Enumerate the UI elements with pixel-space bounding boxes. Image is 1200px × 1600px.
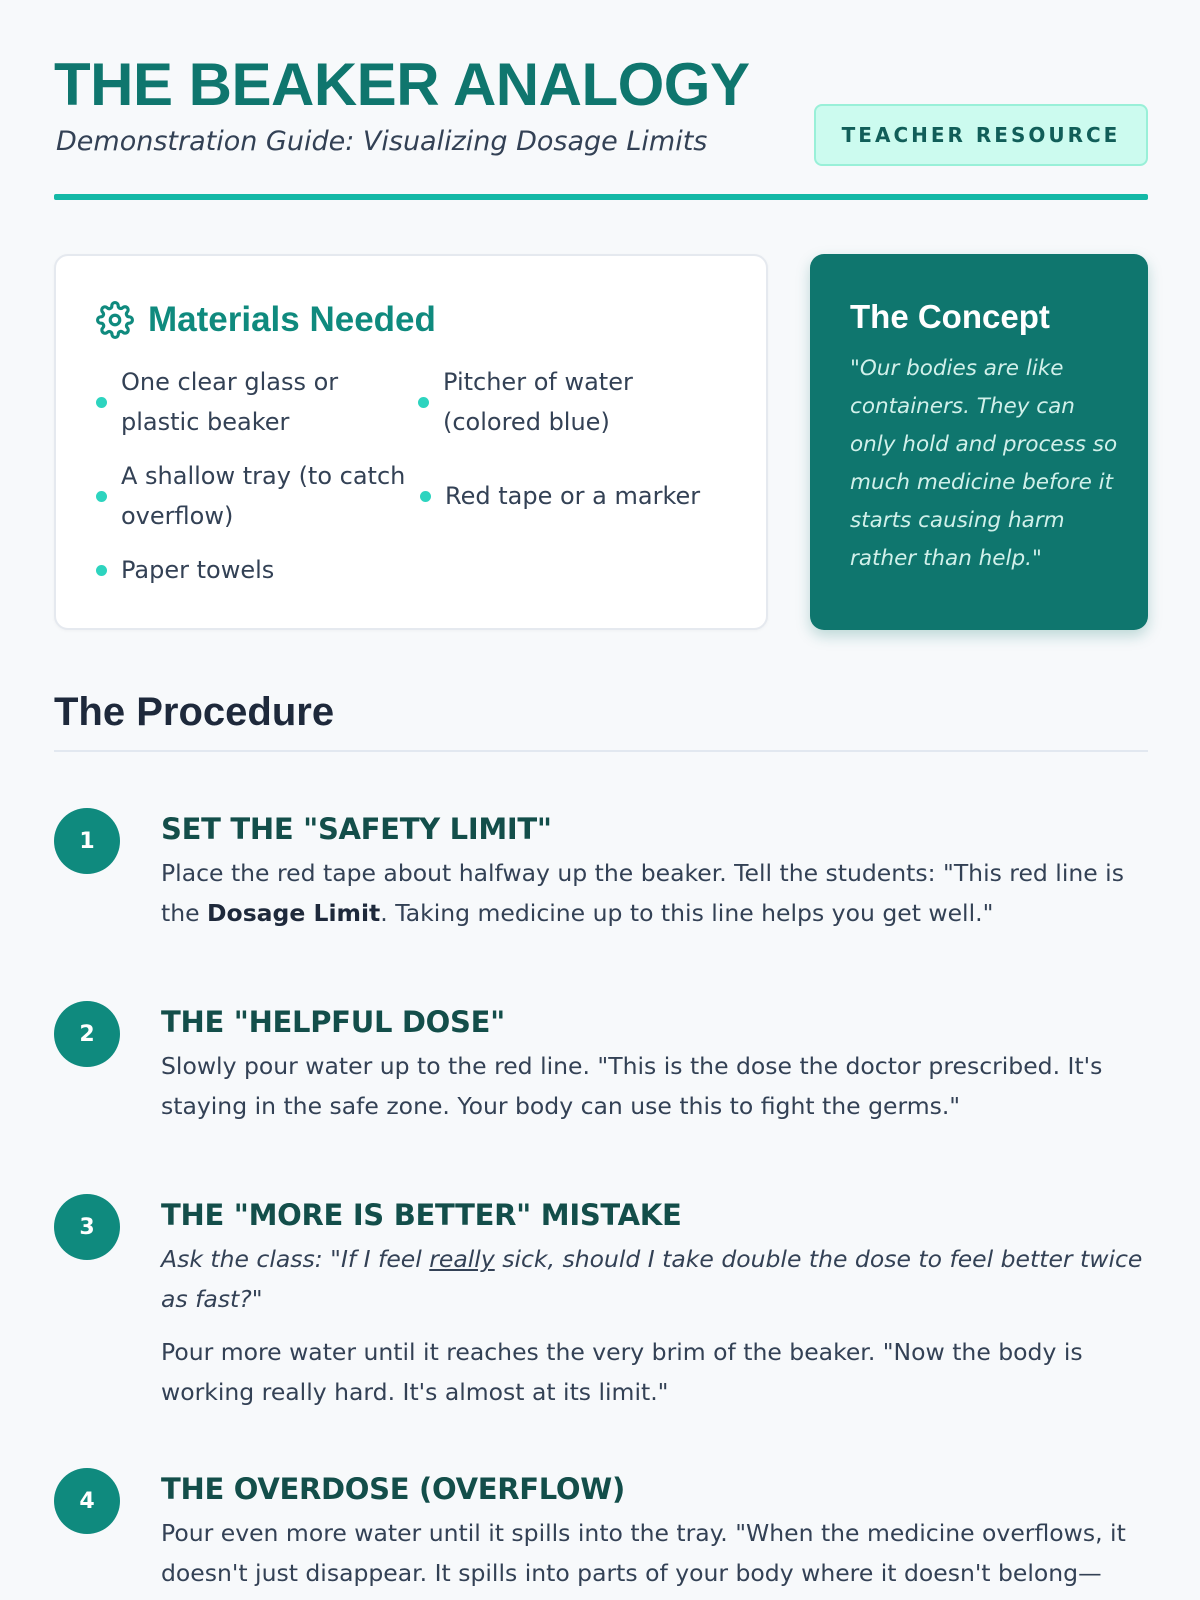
bullet-icon — [420, 491, 431, 502]
step-number-badge: 2 — [54, 1001, 120, 1067]
gear-icon — [96, 301, 134, 339]
list-item — [420, 476, 750, 516]
material-label: A shallow tray (to catch overflow) — [121, 462, 406, 530]
bullet-icon — [418, 397, 429, 408]
header-divider — [54, 194, 1148, 200]
page-header — [54, 0, 1148, 200]
page-title: THE BEAKER ANALOGY — [54, 51, 750, 118]
material-label: One clear glass or plastic beaker — [121, 368, 339, 436]
step-description: Pour even more water until it spills into the tray. "When the medicine overflows, it doesn't just disappear. It spills into parts of your body where it doesn't belong— — [161, 1519, 1126, 1587]
list-item — [418, 362, 718, 442]
step-heading: THE "MORE IS BETTER" MISTAKE — [161, 1198, 682, 1232]
materials-title: Materials Needed — [148, 300, 436, 339]
step-text-bold: Dosage Limit — [207, 899, 381, 927]
step-number-badge: 1 — [54, 808, 120, 874]
material-label: Pitcher of water (colored blue) — [443, 368, 633, 436]
step-text-part: Ask the class: "If I feel — [161, 1245, 430, 1273]
step-text-underlined: really — [429, 1245, 495, 1273]
concept-quote: "Our bodies are like containers. They can only hold and process so much medicine before it starts causing harm rather than help." — [850, 356, 1118, 571]
material-label: Red tape or a marker — [445, 482, 701, 510]
step-heading: THE OVERDOSE (OVERFLOW) — [161, 1472, 625, 1506]
page-subtitle: Demonstration Guide: Visualizing Dosage Limits — [56, 126, 708, 157]
materials-card — [54, 254, 768, 630]
list-item — [96, 550, 396, 590]
list-item — [96, 456, 416, 536]
page — [54, 0, 1148, 1587]
concept-card — [810, 254, 1148, 630]
step-question — [161, 1239, 1151, 1319]
bullet-icon — [96, 491, 107, 502]
step-description — [161, 853, 1151, 933]
materials-heading — [96, 300, 436, 340]
bullet-icon — [96, 565, 107, 576]
step-number-badge: 3 — [54, 1194, 120, 1260]
teacher-resource-badge: TEACHER RESOURCE — [814, 104, 1148, 166]
step-description: Pour more water until it reaches the very brim of the beaker. "Now the body is working really hard. It's almost at its limit." — [161, 1338, 1083, 1406]
list-item — [96, 362, 396, 442]
material-label: Paper towels — [121, 556, 275, 584]
step-heading: SET THE "SAFETY LIMIT" — [161, 812, 552, 846]
concept-title: The Concept — [850, 298, 1050, 335]
step-text-part: Place the red tape about halfway up the beaker. Tell the students: "This red line is the — [161, 859, 1124, 927]
step-number-badge: 4 — [54, 1468, 120, 1534]
procedure-divider — [54, 750, 1148, 752]
step-heading: THE "HELPFUL DOSE" — [161, 1005, 505, 1039]
procedure-title: The Procedure — [54, 690, 335, 734]
step-text-part: . Taking medicine up to this line helps you get well." — [380, 899, 994, 927]
step-text-part: sick, should I take double the dose to feel better twice as fast?" — [161, 1245, 1143, 1313]
bullet-icon — [96, 397, 107, 408]
step-description: Slowly pour water up to the red line. "This is the dose the doctor prescribed. It's staying in the safe zone. Your body can use this to fight the germs." — [161, 1052, 1103, 1120]
